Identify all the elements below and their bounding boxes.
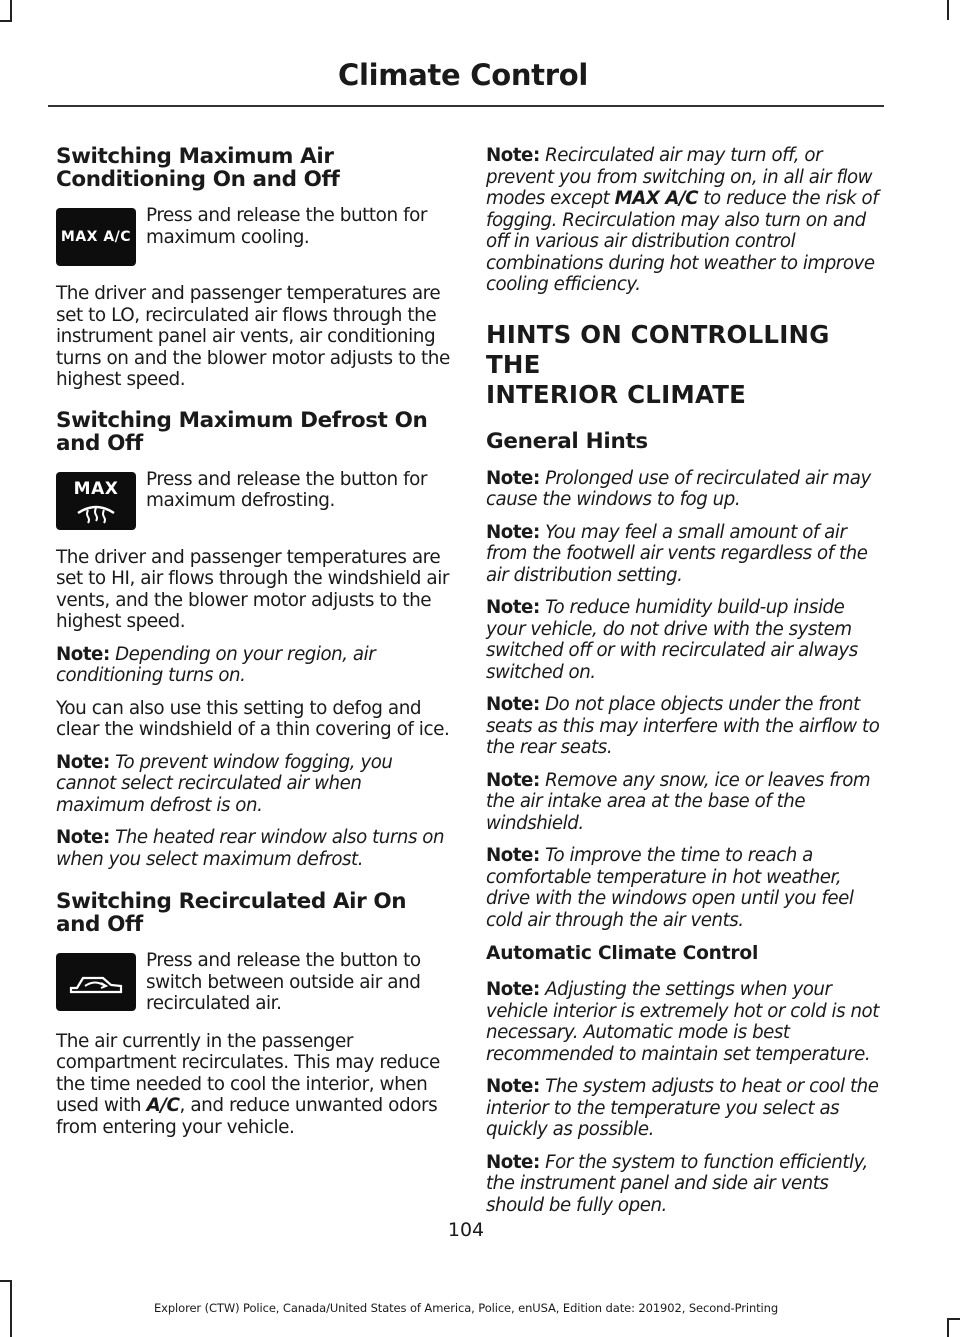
footer-edition-info: Explorer (CTW) Police, Canada/United States of America, Police, enUSA, Edition date: 201902, Second-Printing: [153, 1301, 779, 1315]
max-ac-icon-text: Press and release the button for maximum cooling.: [146, 205, 428, 248]
max-defrost-button-icon: [56, 472, 136, 530]
recirc-button-icon: [56, 953, 136, 1011]
note-label: Note:: [486, 597, 540, 618]
max-defrost-icon-block: [56, 469, 450, 531]
max-ac-heading: Switching Maximum Air Conditioning On and Off: [56, 144, 340, 192]
note-text: To reduce humidity build-up inside your vehicle, do not drive with the system switched off or with recirculated air always switched on.: [486, 597, 858, 683]
general-hints-heading: General Hints: [486, 428, 648, 454]
crop-mark-top-right-v: [947, 0, 949, 20]
recirc-paragraph: [56, 1031, 450, 1139]
note-text: The system adjusts to heat or cool the interior to the temperature you select as quickly as possible.: [486, 1076, 879, 1140]
recirculated-air-car-icon: [67, 966, 125, 998]
note-text: Do not place objects under the front seats as this may interfere with the airflow to the rear seats.: [486, 694, 880, 758]
note-label: Note:: [486, 769, 540, 791]
recirc-max-ac-note: [486, 145, 882, 296]
page-header-title: Climate Control: [338, 58, 588, 92]
max-ac-paragraph: The driver and passenger temperatures are set to LO, recirculated air flows through the instrument panel air vents, air conditioning turns on and the blower motor adjusts to the highest speed.: [56, 283, 450, 390]
crop-mark-bottom-left-h: [0, 1280, 12, 1282]
max-defrost-note-3: [56, 827, 450, 870]
note-text: Adjusting the settings when your vehicle interior is extremely hot or cold is not necessary. Automatic mode is best recommended to maintain set temperature.: [486, 979, 879, 1065]
general-note: [486, 522, 882, 587]
auto-note: [486, 1152, 882, 1217]
crop-mark-bottom-right-h: [947, 1318, 960, 1320]
note-label: Note:: [486, 845, 540, 866]
max-ac-icon-block: [56, 205, 450, 267]
note-label: Note:: [486, 979, 540, 1000]
note-text: Depending on your region, air conditioning turns on.: [56, 643, 376, 686]
note-text: You may feel a small amount of air from the footwell air vents regardless of the air distribution setting.: [486, 521, 868, 586]
main-section-heading: [486, 320, 882, 410]
note-label: Note:: [486, 694, 540, 715]
recirc-para-ac: A/C: [146, 1095, 180, 1116]
max-defrost-heading: Switching Maximum Defrost On and Off: [56, 407, 428, 456]
crop-mark-bottom-right-v: [947, 1318, 949, 1337]
note-text-a: Recirculated air may turn off, or prevent you from switching on, in all air flow modes except: [486, 145, 873, 209]
max-defrost-paragraph-2: You can also use this setting to defog and clear the windshield of a thin covering of ice.: [56, 697, 450, 740]
note-label: Note:: [56, 643, 110, 665]
left-column: [56, 145, 450, 1149]
note-text-max-ac: MAX A/C: [614, 188, 699, 209]
note-text: The heated rear window also turns on when you select maximum defrost.: [56, 827, 445, 870]
general-note: [486, 468, 882, 511]
recirc-icon-block: [56, 950, 450, 1015]
max-defrost-icon-label: MAX: [73, 478, 119, 499]
general-note: [486, 770, 882, 835]
recirc-heading: Switching Recirculated Air On and Off: [56, 889, 407, 937]
note-label: Note:: [486, 145, 540, 166]
max-ac-button-icon: [56, 208, 136, 266]
header-rule: [48, 105, 884, 107]
crop-mark-top-left-v: [10, 0, 12, 20]
general-note: [486, 694, 882, 759]
note-text-b: to reduce the risk of fogging. Recirculation may also turn on and off in various air distribution control combinations during hot weather to improve cooling efficiency.: [486, 188, 879, 295]
recirc-para-part-a: The air currently in the passenger compartment recirculates. This may reduce the time needed to cool the interior, when used with: [56, 1030, 440, 1116]
note-label: Note:: [56, 751, 110, 773]
main-heading-line-2: INTERIOR CLIMATE: [486, 379, 747, 409]
general-note: [486, 845, 882, 931]
crop-mark-top-left-h: [0, 20, 12, 22]
note-text: Remove any snow, ice or leaves from the air intake area at the base of the windshield.: [486, 769, 871, 834]
main-heading-line-1: HINTS ON CONTROLLING THE: [486, 319, 830, 379]
auto-note: [486, 979, 882, 1065]
note-label: Note:: [486, 1076, 540, 1097]
auto-note: [486, 1076, 882, 1141]
max-defrost-note-1: [56, 644, 450, 687]
max-defrost-icon-text: Press and release the button for maximum defrosting.: [146, 468, 428, 511]
note-text: To improve the time to reach a comfortable temperature in hot weather, drive with the windows open until you feel cold air through the air vents.: [486, 845, 854, 931]
note-label: Note:: [56, 827, 110, 848]
auto-climate-heading: Automatic Climate Control: [486, 943, 759, 964]
recirc-para-part-b: , and reduce unwanted odors from entering your vehicle.: [56, 1095, 438, 1138]
note-text: For the system to function efficiently, the instrument panel and side air vents should be fully open.: [486, 1151, 868, 1216]
max-ac-icon-label: MAX A/C: [60, 229, 132, 245]
max-defrost-note-2: [56, 752, 450, 817]
note-text: Prolonged use of recirculated air may cause the windows to fog up.: [486, 467, 871, 510]
general-note: [486, 597, 882, 683]
note-label: Note:: [486, 1151, 540, 1173]
right-column: [486, 145, 882, 1227]
max-defrost-paragraph-1: The driver and passenger temperatures are set to HI, air flows through the windshield air vents, and the blower motor adjusts to the highest speed.: [56, 546, 449, 632]
note-text: To prevent window fogging, you cannot select recirculated air when maximum defrost is on.: [56, 751, 393, 816]
recirc-icon-text: Press and release the button to switch between outside air and recirculated air.: [146, 950, 421, 1014]
note-label: Note:: [486, 521, 540, 543]
windshield-defrost-icon: [74, 499, 118, 525]
page-number: 104: [447, 1219, 485, 1241]
note-label: Note:: [486, 467, 540, 489]
